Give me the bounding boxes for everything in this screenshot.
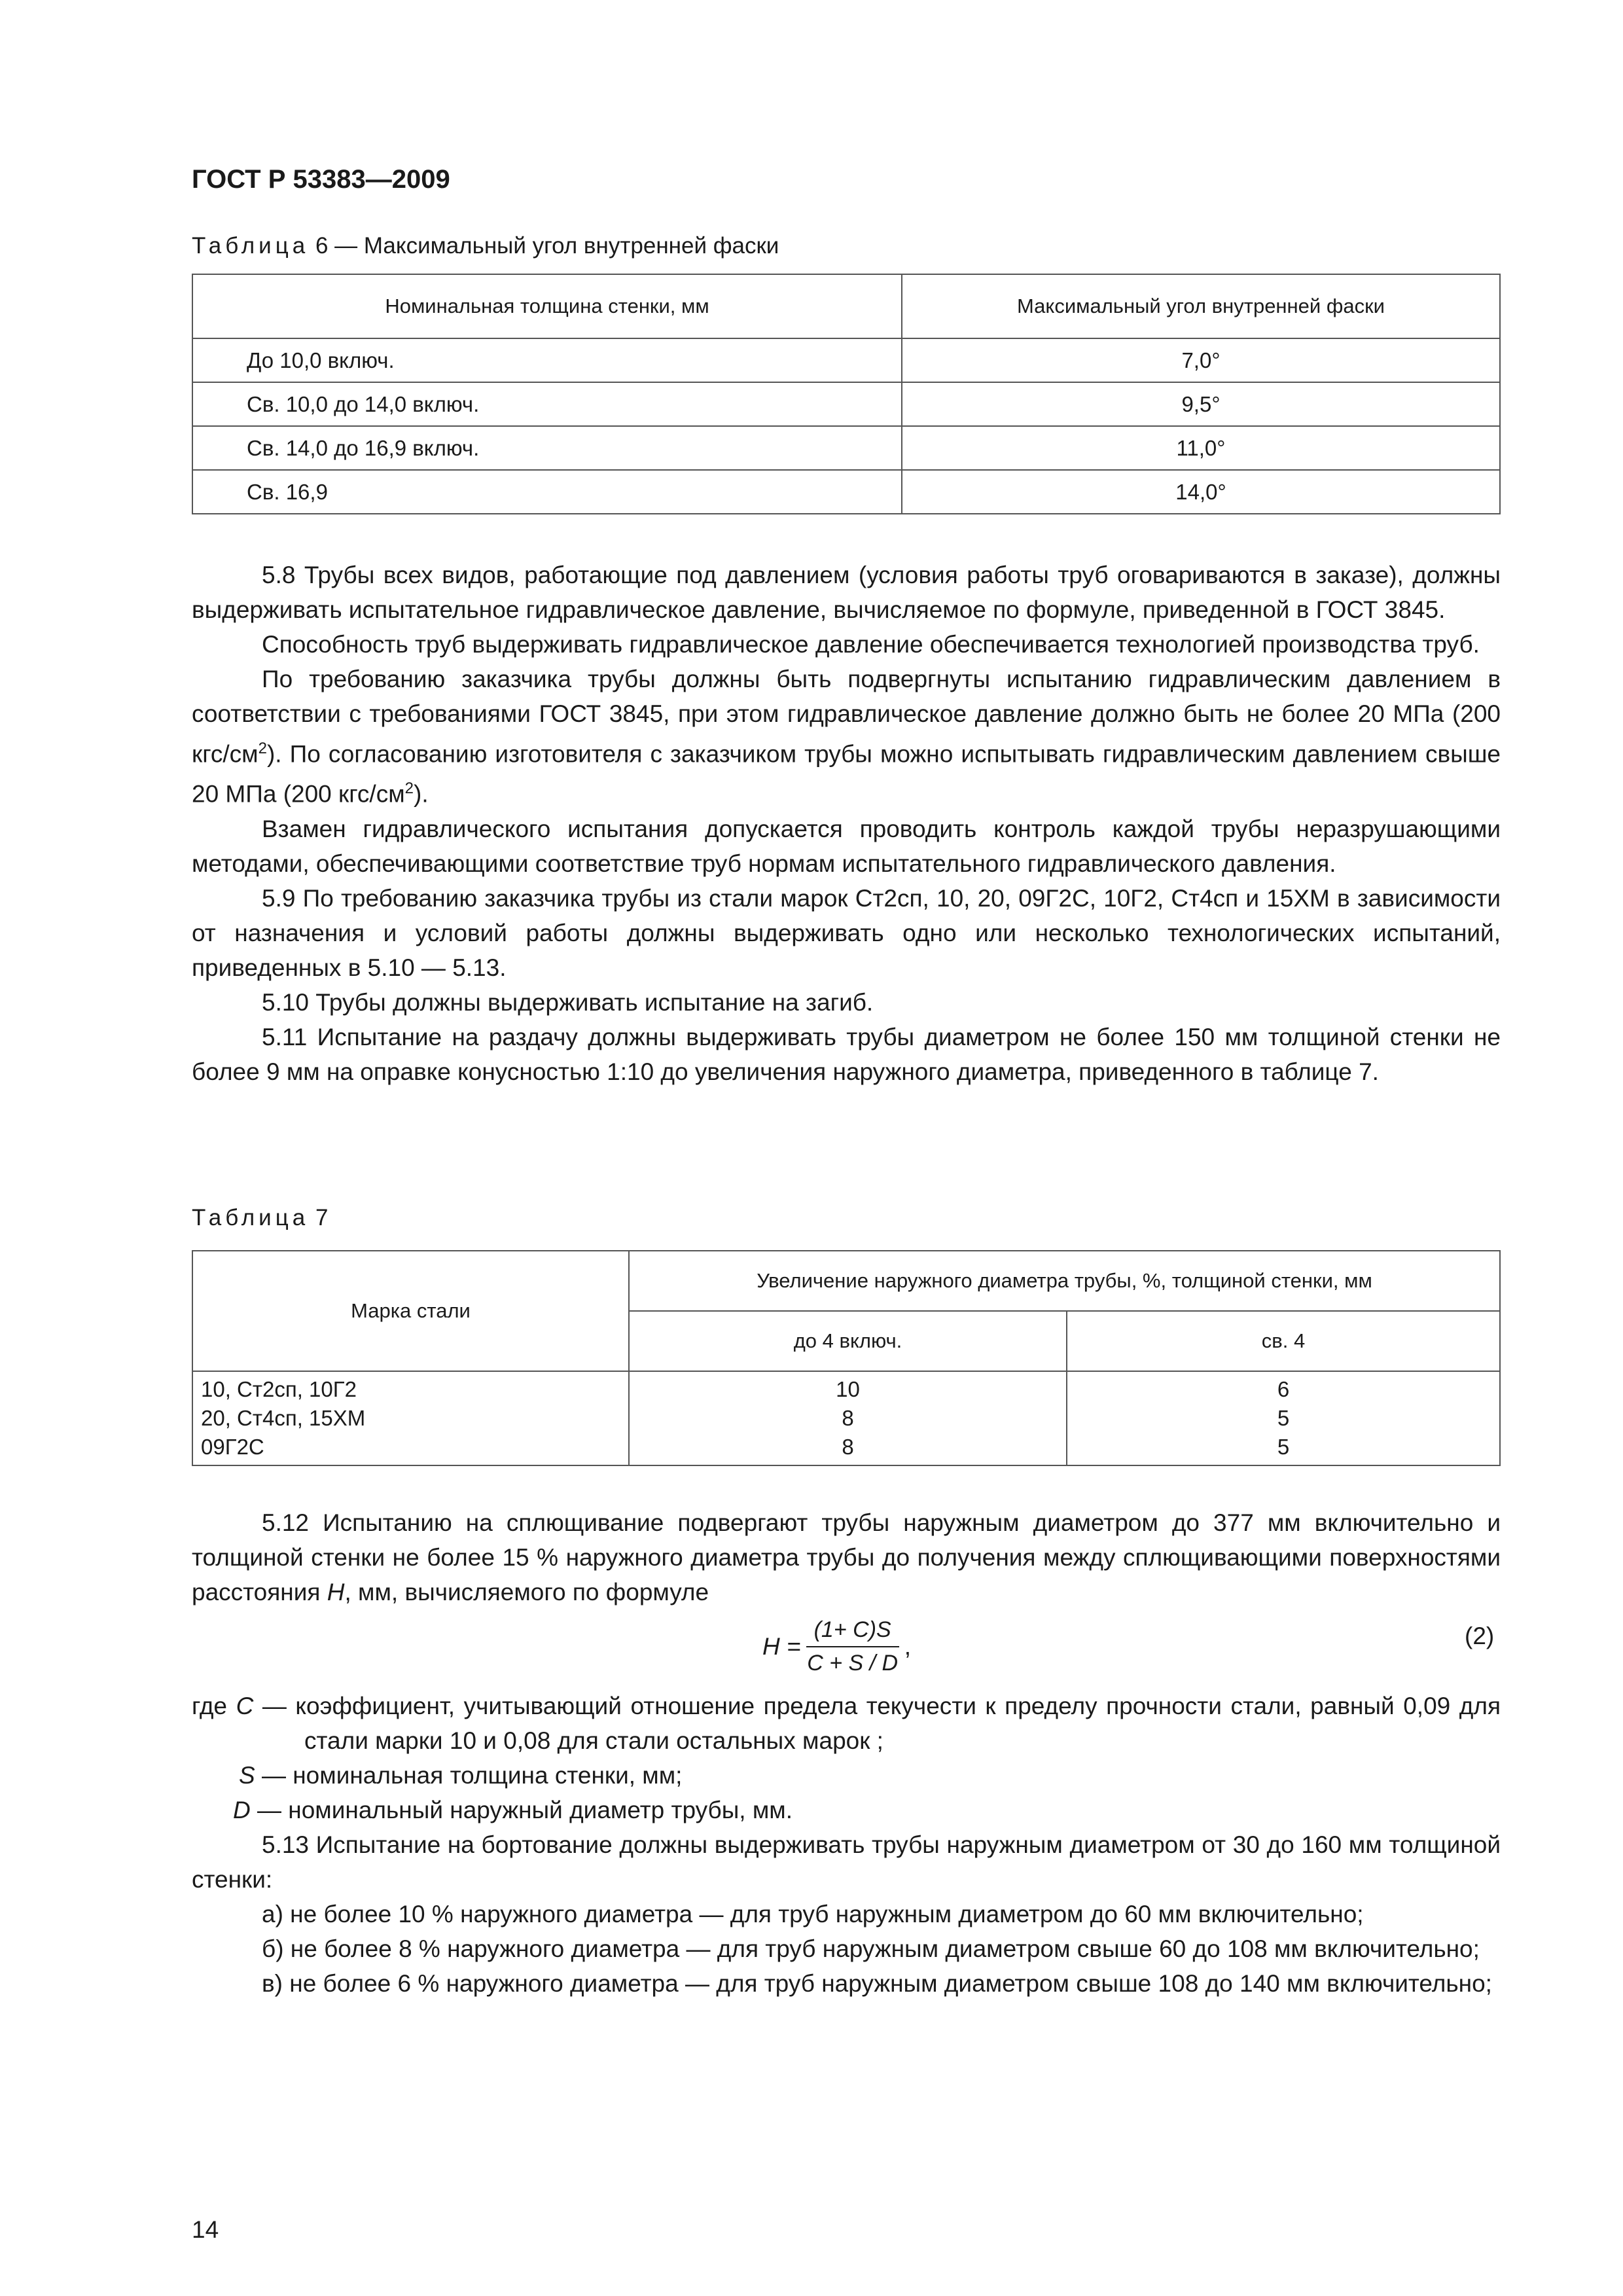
table7-over4-col: [1067, 1371, 1500, 1465]
paragraph: Способность труб выдерживать гидравлическое давление обеспечивается технологией производства труб.: [262, 631, 1480, 658]
table6-caption-word: Таблица: [192, 233, 310, 259]
table6-cell: 9,5°: [902, 382, 1500, 426]
paragraph: 5.8 Трубы всех видов, работающие под давлением (условия работы труб оговариваются в заказе), должны выдерживать испытательное гидравлическое давление, вычисляемое по формуле, приведенной в ГОСТ 3845.: [192, 562, 1501, 623]
formula-comma: ,: [904, 1632, 911, 1660]
paragraph: Взамен гидравлического испытания допускается проводить контроль каждой трубы неразрушающими методами, обеспечивающими соответствие труб нормам испытательного гидравлического давления.: [192, 815, 1501, 877]
table7-header-row: [192, 1251, 1500, 1311]
table-row: [192, 338, 1500, 382]
table6-cell: 7,0°: [902, 338, 1500, 382]
table6: [192, 274, 1501, 514]
table7-header-group: Увеличение наружного диаметра трубы, %, толщиной стенки, мм: [629, 1251, 1500, 1311]
body-section-3: [192, 1689, 1501, 2001]
paragraph-5-12: 5.12 Испытанию на сплющивание подвергают трубы наружным диаметром до 377 мм включительно и толщиной стенки не более 15 % наружного диаметра трубы до получения между сплющивающими поверхностями расстояния H, мм, вычисляемого по формуле: [192, 1509, 1501, 1605]
formula-lhs: H =: [762, 1632, 801, 1660]
table6-header-row: [192, 274, 1500, 338]
table7-steel-col: [192, 1371, 629, 1465]
table7-subheader-over4: св. 4: [1067, 1311, 1500, 1371]
body-section-1: [192, 558, 1501, 1089]
table7-caption: [192, 1204, 328, 1232]
list-item: а) не более 10 % наружного диаметра — для труб наружным диаметром до 60 мм включительно;: [262, 1901, 1364, 1928]
formula-numerator: (1+ C)S: [806, 1617, 899, 1647]
table-row: [192, 426, 1500, 470]
table6-cell: 14,0°: [902, 470, 1500, 514]
table7-subheader-upto4: до 4 включ.: [629, 1311, 1067, 1371]
table7-cell: 09Г2С: [201, 1435, 264, 1459]
list-item: в) не более 6 % наружного диаметра — для труб наружным диаметром свыше 108 до 140 мм включительно;: [262, 1970, 1492, 1997]
table7: [192, 1250, 1501, 1466]
table-row: [192, 470, 1500, 514]
table7-cell: 10, Ст2сп, 10Г2: [201, 1377, 357, 1401]
paragraph-hydro-pressure: По требованию заказчика трубы должны быть подвергнуты испытанию гидравлическим давлением в соответствии с требованиями ГОСТ 3845, при этом гидравлическое давление должно быть не более 20 МПа (200 кгс/$см^2$). По согласованию изготовителя с заказчиком трубы можно испытывать гидравлическим давлением свыше 20 МПа (200 кгс/$см^2$).: [192, 666, 1501, 808]
table-row: [192, 1371, 1500, 1465]
table6-cell: Св. 10,0 до 14,0 включ.: [192, 382, 902, 426]
table7-cell: 6: [1277, 1377, 1290, 1401]
table6-cell: Св. 14,0 до 16,9 включ.: [192, 426, 902, 470]
table6-header-thickness: Номинальная толщина стенки, мм: [192, 274, 902, 338]
where-d: D — номинальный наружный диаметр трубы, мм.: [233, 1797, 793, 1823]
table7-cell: 5: [1277, 1435, 1290, 1459]
formula-number: (2): [1465, 1623, 1495, 1649]
document-header: ГОСТ Р 53383—2009: [192, 165, 450, 194]
table6-cell: До 10,0 включ.: [192, 338, 902, 382]
table6-caption-text: 6 — Максимальный угол внутренней фаски: [315, 233, 779, 259]
table6-cell: Св. 16,9: [192, 470, 902, 514]
where-c: где C — коэффициент, учитывающий отношение предела текучести к пределу прочности стали, равный 0,09 для стали марки 10 и 0,08 для стали остальных марок ;: [192, 1693, 1501, 1754]
table7-caption-text: 7: [315, 1205, 329, 1230]
paragraph: 5.10 Трубы должны выдерживать испытание на загиб.: [262, 988, 874, 1016]
table7-cell: 10: [836, 1377, 860, 1401]
table7-upto4-col: [629, 1371, 1067, 1465]
body-section-2: [192, 1505, 1501, 1609]
paragraph: 5.11 Испытание на раздачу должны выдерживать трубы диаметром не более 150 мм толщиной стенки не более 9 мм на оправке конусностью 1:10 до увеличения наружного диаметра, приведенного в таблице 7.: [192, 1023, 1501, 1085]
table6-header-angle: Максимальный угол внутренней фаски: [902, 274, 1500, 338]
where-s: S — номинальная толщина стенки, мм;: [239, 1762, 683, 1789]
table7-header-steel: Марка стали: [192, 1251, 629, 1371]
table-row: [192, 382, 1500, 426]
table7-caption-word: Таблица: [192, 1205, 310, 1230]
table7-cell: 8: [842, 1406, 854, 1430]
table7-cell: 5: [1277, 1406, 1290, 1430]
formula-fraction: [806, 1617, 899, 1677]
list-item: б) не более 8 % наружного диаметра — для труб наружным диаметром свыше 60 до 108 мм включительно;: [262, 1935, 1480, 1962]
table6-caption: [192, 232, 779, 260]
paragraph: 5.9 По требованию заказчика трубы из стали марок Ст2сп, 10, 20, 09Г2С, 10Г2, Ст4сп и 15ХМ в зависимости от назначения и условий работы должны выдерживать одно или несколько технологических испытаний, приведенных в 5.10 — 5.13.: [192, 884, 1501, 981]
table6-cell: 11,0°: [902, 426, 1500, 470]
paragraph-5-13: 5.13 Испытание на бортование должны выдерживать трубы наружным диаметром от 30 до 160 мм толщиной стенки:: [192, 1831, 1501, 1893]
table7-cell: 8: [842, 1435, 854, 1459]
formula-2: [762, 1617, 911, 1677]
table7-cell: 20, Ст4сп, 15ХМ: [201, 1406, 366, 1430]
page-number: 14: [192, 2216, 219, 2243]
formula-denominator: C + S / D: [807, 1650, 899, 1676]
